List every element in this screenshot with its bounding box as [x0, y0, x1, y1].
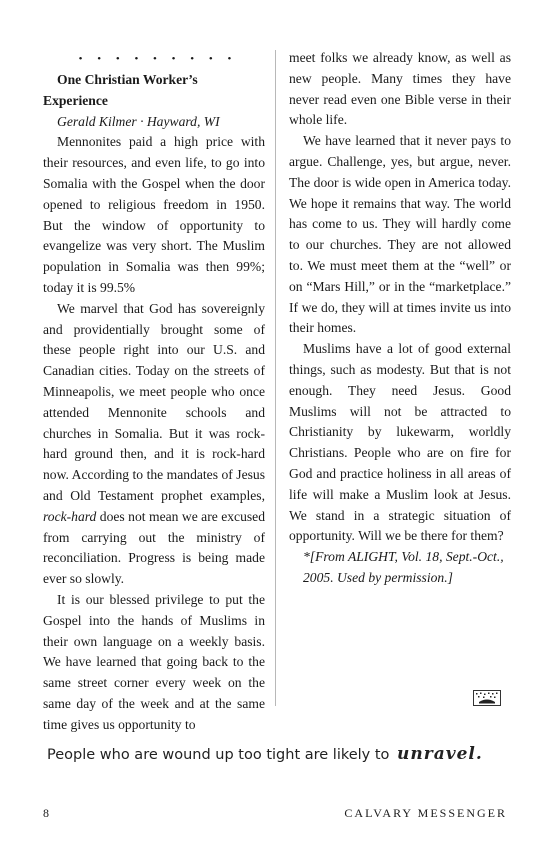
article-title: One Christian Worker’s Experience — [43, 72, 198, 108]
article-citation: *[From ALIGHT, Vol. 18, Sept.-Oct., 2005. Used by permission.] — [303, 549, 504, 585]
column-divider — [275, 50, 276, 706]
filler-quote-scrawl: unravel. — [397, 744, 483, 764]
filler-quote — [47, 744, 483, 764]
article-byline: Gerald Kilmer · Hayward, WI — [57, 113, 220, 129]
article-paragraph-3: It is our blessed privilege to put the Gospel into the hands of Muslims in their own language on a weekly basis. We have learned that going back to the same street corner every week on the same day of the week and at the same time gives us opportunity to — [43, 591, 265, 732]
page-number: 8 — [43, 806, 49, 820]
paragraph-2-emphasis: rock-hard — [43, 508, 97, 524]
magazine-name: CALVARY MESSENGER — [344, 806, 507, 820]
article-paragraph-2 — [43, 299, 265, 590]
paragraph-2-text-b: does not mean we are excused from carrying out the ministry of reconciliation. Progress is being made ever so slowly. — [43, 508, 265, 587]
article-column-right — [289, 48, 511, 589]
article-paragraph-4: We have learned that it never pays to argue. Challenge, yes, but argue, never. The door is wide open in America today. We hope it remains that way. The world has come to us. They will hardly come to our churches. They are not allowed to. We must meet them at the “well” or on “Mars Hill,” or in the “marketplace.” If we do, they will at times invite us into their homes. — [289, 133, 511, 336]
section-ornament: • • • • • • • • • — [78, 53, 238, 65]
article-paragraph-1: Mennonites paid a high price with their resources, and even life, to go into Somalia with the Gospel when the door opened to religious freedom in 1950. But the window of opportunity to evangelize was very short. The Muslim population in Somalia was then 99%; today it is 99.5% — [43, 134, 265, 295]
article-column-left — [43, 48, 265, 736]
article-paragraph-5: Muslims have a lot of good external things, such as modesty. But that is not enough. They need Jesus. Good Muslims will not be attracted to Christianity by lukewarm, worldly Christians. People who are on fire for God and practice holiness in all areas of life will make a Muslim look at Jesus. We stand in a strategic situation of opportunity. Will we be there for them? — [289, 341, 511, 544]
paragraph-2-text-a: We marvel that God has sovereignly and providentially brought some of these people right into our U.S. and Canadian cities. Today on the streets of Minneapolis, we meet people who once attended Mennonite schools and churches in Somalia. But it was rock-hard ground then, and it is rock-hard now. According to the mandates of Jesus and Old Testament prophet examples, — [43, 300, 265, 503]
article-end-icon — [473, 690, 501, 706]
filler-quote-text: People who are wound up too tight are likely to — [47, 747, 390, 763]
article-paragraph-3-continued: meet folks we already know, as well as new people. Many times they have never read even one Bible verse in their whole life. — [289, 50, 511, 128]
